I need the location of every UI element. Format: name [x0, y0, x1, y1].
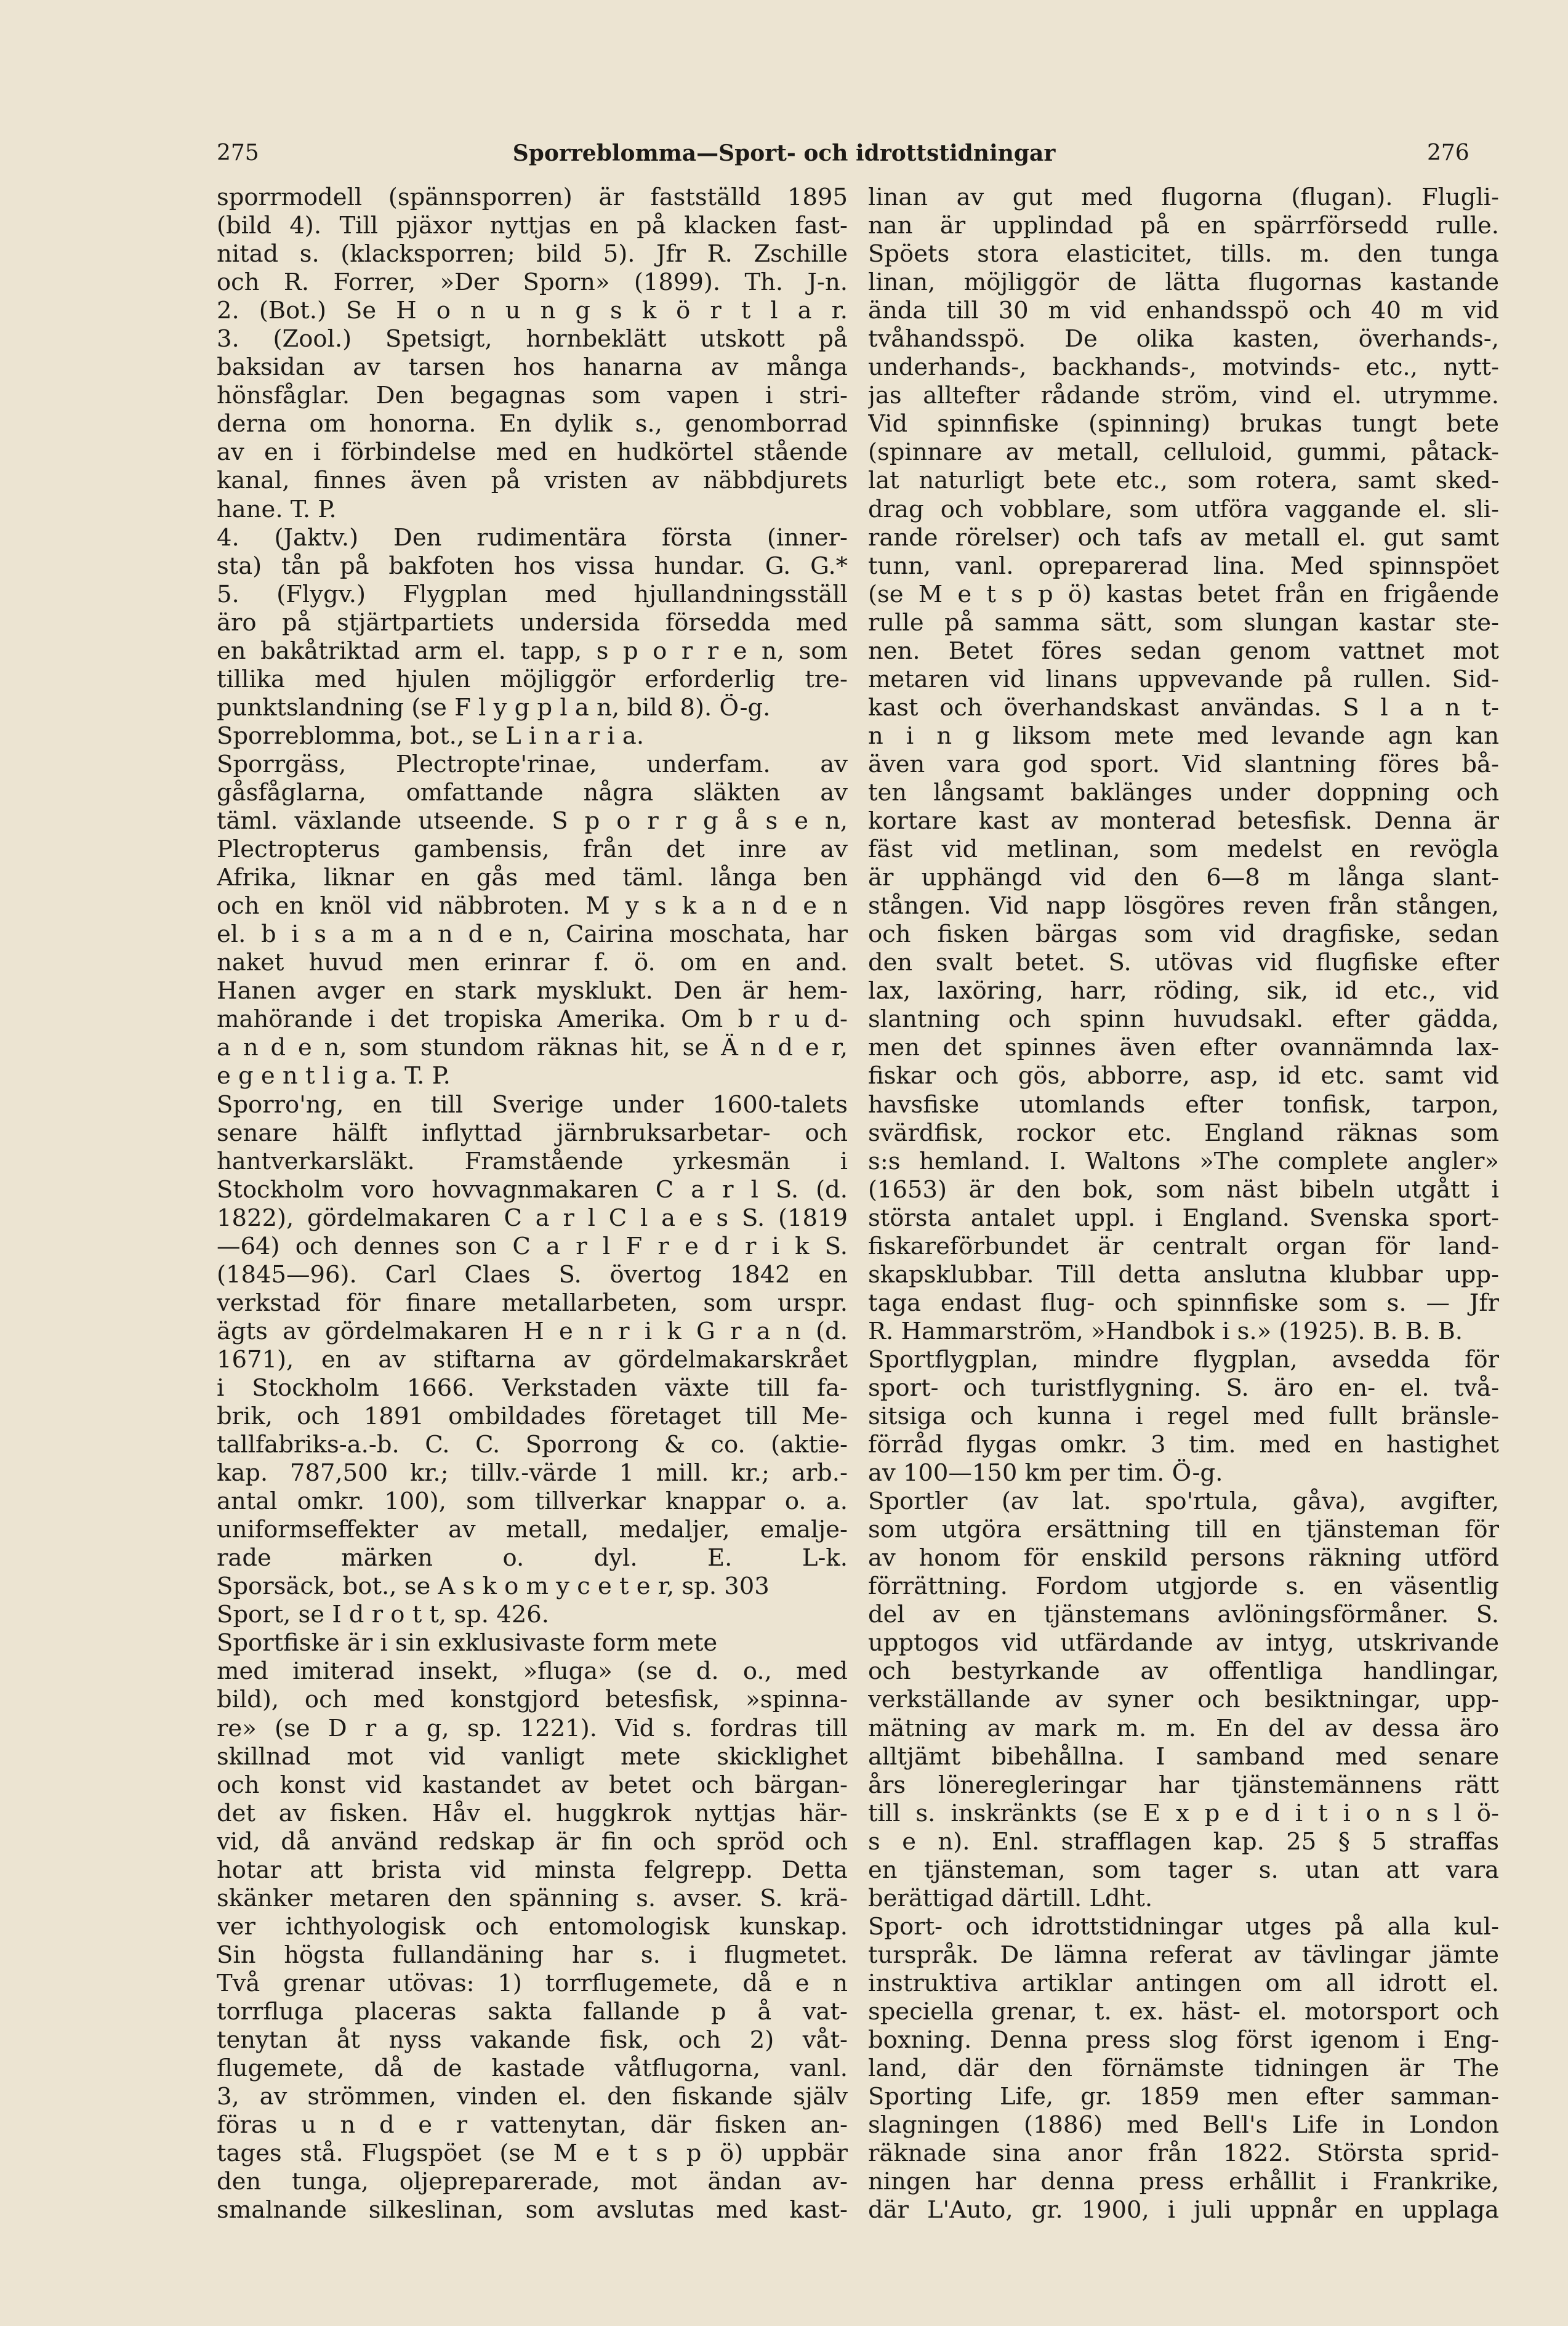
- text-line: 4. (Jaktv.) Den rudimentära första (inner-: [217, 523, 848, 552]
- text-line: stången. Vid napp lösgöres reven från stången,: [868, 892, 1499, 920]
- text-line: fäst vid metlinan, som medelst en revögla: [868, 835, 1499, 864]
- text-line: Sport- och idrottstidningar utges på alla kul-: [868, 1912, 1499, 1941]
- text-line: skänker metaren den spänning s. avser. S. krä-: [217, 1884, 848, 1912]
- text-line: kortare kast av monterad betesfisk. Denna är: [868, 807, 1499, 835]
- text-line: drag och vobblare, som utföra vaggande el. sli-: [868, 495, 1499, 523]
- text-line: ver ichthyologisk och entomologisk kunskap.: [217, 1912, 848, 1941]
- text-line: kap. 787,500 kr.; tillv.-värde 1 mill. kr.; arb.-: [217, 1459, 848, 1487]
- text-line: metaren vid linans uppvevande på rullen. Sid-: [868, 665, 1499, 693]
- text-line: 2. (Bot.) Se H o n u n g s k ö r t l a r.: [217, 297, 848, 325]
- text-line: nan är upplindad på en spärrförsedd rulle.: [868, 212, 1499, 240]
- text-line: slantning och spinn huvudsakl. efter gädda,: [868, 1005, 1499, 1034]
- text-line: 3. (Zool.) Spetsigt, hornbeklätt utskott på: [217, 325, 848, 353]
- text-line: antal omkr. 100), som tillverkar knappar o. a.: [217, 1487, 848, 1516]
- text-line: täml. växlande utseende. S p o r r g å s e n,: [217, 807, 848, 835]
- text-line: flugemete, då de kastade våtflugorna, vanl.: [217, 2054, 848, 2083]
- text-line: torrfluga placeras sakta fallande p å vat-: [217, 1998, 848, 2026]
- text-line: där L'Auto, gr. 1900, i juli uppnår en upplaga: [868, 2196, 1499, 2224]
- running-title: Sporreblomma—Sport- och idrottstidningar: [512, 140, 1056, 166]
- text-line: skillnad mot vid vanligt mete skicklighet: [217, 1742, 848, 1771]
- text-line: jas alltefter rådande ström, vind el. utrymme.: [868, 382, 1499, 410]
- text-line: förråd flygas omkr. 3 tim. med en hastighet: [868, 1431, 1499, 1459]
- text-line: mahörande i det tropiska Amerika. Om b r u d-: [217, 1005, 848, 1034]
- text-line: som utgöra ersättning till en tjänsteman för: [868, 1516, 1499, 1544]
- text-line: Hanen avger en stark mysklukt. Den är hem-: [217, 977, 848, 1005]
- text-line: i Stockholm 1666. Verkstaden växte till fa-: [217, 1374, 848, 1402]
- text-line: av honom för enskild persons räkning utförd: [868, 1544, 1499, 1572]
- text-line: den tunga, oljepreparerade, mot ändan av-: [217, 2168, 848, 2196]
- text-line: års löneregleringar har tjänstemännens rätt: [868, 1771, 1499, 1799]
- text-line: —64) och dennes son C a r l F r e d r i k S.: [217, 1232, 848, 1260]
- text-line: lax, laxöring, harr, röding, sik, id etc., vid: [868, 977, 1499, 1005]
- text-line: räknade sina anor från 1822. Största sprid-: [868, 2139, 1499, 2168]
- running-header: [0, 140, 1568, 177]
- text-line: underhands-, backhands-, motvinds- etc., nytt-: [868, 353, 1499, 382]
- text-line: Plectropterus gambensis, från det inre av: [217, 835, 848, 864]
- text-line: nitad s. (klacksporren; bild 5). Jfr R. Zschille: [217, 240, 848, 268]
- text-line: tunn, vanl. opreparerad lina. Med spinnspöet: [868, 552, 1499, 580]
- text-line: s:s hemland. I. Waltons »The complete angler»: [868, 1147, 1499, 1175]
- text-line: senare hälft inflyttad järnbruksarbetar- och: [217, 1119, 848, 1147]
- text-line: sport- och turistflygning. S. äro en- el. två-: [868, 1374, 1499, 1402]
- text-line: skapsklubbar. Till detta anslutna klubbar upp-: [868, 1260, 1499, 1289]
- right-page-number: 276: [1427, 140, 1469, 166]
- text-line: en bakåtriktad arm el. tapp, s p o r r e n, som: [217, 637, 848, 665]
- text-line: Sin högsta fullandäning har s. i flugmetet.: [217, 1941, 848, 1969]
- text-line: svärdfisk, rockor etc. England räknas som: [868, 1119, 1499, 1147]
- text-line: (1653) är den bok, som näst bibeln utgått i: [868, 1175, 1499, 1204]
- text-line: och en knöl vid näbbroten. M y s k a n d e n: [217, 892, 848, 920]
- text-line: (bild 4). Till pjäxor nyttjas en på klacken fast-: [217, 212, 848, 240]
- text-line: naket huvud men erinrar f. ö. om en and.: [217, 949, 848, 977]
- text-line: boxning. Denna press slog först igenom i Eng-: [868, 2026, 1499, 2054]
- text-line: en tjänsteman, som tager s. utan att vara: [868, 1856, 1499, 1884]
- text-line: sta) tån på bakfoten hos vissa hundar. G. G.*: [217, 552, 848, 580]
- text-line: sitsiga och kunna i regel med fullt bränsle-: [868, 1402, 1499, 1431]
- text-line: förrättning. Fordom utgjorde s. en väsentlig: [868, 1572, 1499, 1601]
- text-line: är upphängd vid den 6—8 m långa slant-: [868, 864, 1499, 892]
- text-line: Afrika, liknar en gås med täml. långa ben: [217, 864, 848, 892]
- text-line: och konst vid kastandet av betet och bärgan-: [217, 1771, 848, 1799]
- text-line: alltjämt bibehållna. I samband med senare: [868, 1742, 1499, 1771]
- text-line: R. Hammarström, »Handbok i s.» (1925). B. B. B.: [868, 1317, 1463, 1345]
- text-line: och fisken bärgas som vid dragfiske, sedan: [868, 920, 1499, 949]
- text-line: största antalet uppl. i England. Svenska sport-: [868, 1204, 1499, 1232]
- text-line: tages stå. Flugspöet (se M e t s p ö) uppbär: [217, 2139, 848, 2168]
- text-line: föras u n d e r vattenytan, där fisken an-: [217, 2111, 848, 2139]
- text-line: ägts av gördelmakaren H e n r i k G r a n (d.: [217, 1317, 848, 1345]
- text-line: rande rörelser) och tafs av metall el. gut samt: [868, 523, 1499, 552]
- text-line: Sporreblomma, bot., se L i n a r i a.: [217, 722, 645, 750]
- text-line: punktslandning (se F l y g p l a n, bild 8). Ö-g.: [217, 693, 771, 722]
- text-line: uniformseffekter av metall, medaljer, emalje-: [217, 1516, 848, 1544]
- text-line: smalnande silkeslinan, som avslutas med kast-: [217, 2196, 848, 2224]
- text-line: hönsfåglar. Den begagnas som vapen i stri-: [217, 382, 848, 410]
- text-line: Två grenar utövas: 1) torrflugemete, då e n: [217, 1969, 848, 1997]
- text-line: e g e n t l i g a. T. P.: [217, 1062, 451, 1090]
- text-line: instruktiva artiklar antingen om all idrott el.: [868, 1969, 1499, 1997]
- text-line: tvåhandsspö. De olika kasten, överhands-,: [868, 325, 1499, 353]
- text-line: Sportflygplan, mindre flygplan, avsedda för: [868, 1345, 1499, 1374]
- text-line: derna om honorna. En dylik s., genomborrad: [217, 410, 848, 438]
- text-line: det av fisken. Håv el. huggkrok nyttjas här-: [217, 1799, 848, 1827]
- text-line: Sportfiske är i sin exklusivaste form mete: [217, 1629, 718, 1657]
- right-text-column: [868, 183, 1499, 2224]
- text-line: bild), och med konstgjord betesfisk, »spinna-: [217, 1686, 848, 1714]
- text-line: kast och överhandskast användas. S l a n t-: [868, 693, 1499, 722]
- text-line: n i n g liksom mete med levande agn kan: [868, 722, 1499, 750]
- text-line: gåsfåglarna, omfattande några släkten av: [217, 778, 848, 807]
- text-line: slagningen (1886) med Bell's Life in London: [868, 2111, 1499, 2139]
- text-line: del av en tjänstemans avlöningsförmåner. S.: [868, 1601, 1499, 1629]
- text-line: hantverkarsläkt. Framstående yrkesmän i: [217, 1147, 848, 1175]
- left-text-column: [217, 183, 848, 2224]
- text-line: linan av gut med flugorna (flugan). Flugli-: [868, 183, 1499, 211]
- text-line: (se M e t s p ö) kastas betet från en frigående: [868, 580, 1499, 608]
- text-line: nen. Betet föres sedan genom vattnet mot: [868, 637, 1499, 665]
- text-line: turspråk. De lämna referat av tävlingar jämte: [868, 1941, 1499, 1969]
- text-line: ten långsamt baklänges under doppning och: [868, 778, 1499, 807]
- text-line: Vid spinnfiske (spinning) brukas tungt bete: [868, 410, 1499, 438]
- text-line: med imiterad insekt, »fluga» (se d. o., med: [217, 1657, 848, 1686]
- text-line: Spöets stora elasticitet, tills. m. den tunga: [868, 240, 1499, 268]
- text-line: re» (se D r a g, sp. 1221). Vid s. fordras till: [217, 1714, 848, 1742]
- text-line: verkstad för finare metallarbeten, som urspr.: [217, 1289, 848, 1317]
- text-line: kanal, finnes även på vristen av näbbdjurets: [217, 467, 848, 495]
- text-line: även vara god sport. Vid slantning föres bå-: [868, 750, 1499, 778]
- text-line: linan, möjliggör de lätta flugornas kastande: [868, 268, 1499, 297]
- text-line: sporrmodell (spännsporren) är fastställd 1895: [217, 183, 848, 211]
- text-line: och R. Forrer, »Der Sporn» (1899). Th. J-n.: [217, 268, 848, 297]
- text-line: el. b i s a m a n d e n, Cairina moschata, har: [217, 920, 848, 949]
- text-line: (spinnare av metall, celluloid, gummi, påtack-: [868, 438, 1499, 467]
- text-line: fiskareförbundet är centralt organ för land-: [868, 1232, 1499, 1260]
- text-line: berättigad därtill. Ldht.: [868, 1884, 1153, 1912]
- text-line: speciella grenar, t. ex. häst- el. motorsport och: [868, 1998, 1499, 2026]
- text-line: s e n). Enl. strafflagen kap. 25 § 5 straffas: [868, 1827, 1499, 1856]
- text-line: 5. (Flygv.) Flygplan med hjullandningsställ: [217, 580, 848, 608]
- text-line: Sporting Life, gr. 1859 men efter samman-: [868, 2083, 1499, 2111]
- text-line: tallfabriks-a.-b. C. C. Sporrong & co. (aktie-: [217, 1431, 848, 1459]
- text-line: ningen har denna press erhållit i Frankrike,: [868, 2168, 1499, 2196]
- text-line: tenytan åt nyss vakande fisk, och 2) våt-: [217, 2026, 848, 2054]
- text-line: taga endast flug- och spinnfiske som s. — Jfr: [868, 1289, 1499, 1317]
- text-line: men det spinnes även efter ovannämnda lax-: [868, 1034, 1499, 1062]
- text-line: rade märken o. dyl. E. L-k.: [217, 1544, 848, 1572]
- text-line: brik, och 1891 ombildades företaget till Me-: [217, 1402, 848, 1431]
- text-line: rulle på samma sätt, som slungan kastar ste-: [868, 608, 1499, 637]
- text-line: av en i förbindelse med en hudkörtel stående: [217, 438, 848, 467]
- text-line: tillika med hjulen möjliggör erforderlig tre-: [217, 665, 848, 693]
- text-line: a n d e n, som stundom räknas hit, se Ä n d e r,: [217, 1034, 848, 1062]
- text-line: Sporrgäss, Plectropte'rinae, underfam. av: [217, 750, 848, 778]
- text-line: äro på stjärtpartiets undersida försedda med: [217, 608, 848, 637]
- text-line: lat naturligt bete etc., som rotera, samt sked-: [868, 467, 1499, 495]
- text-line: Sportler (av lat. spo'rtula, gåva), avgifter,: [868, 1487, 1499, 1516]
- text-line: fiskar och gös, abborre, asp, id etc. samt vid: [868, 1062, 1499, 1090]
- text-line: mätning av mark m. m. En del av dessa äro: [868, 1714, 1499, 1742]
- left-page-number: 275: [217, 140, 259, 166]
- text-line: Sporro'ng, en till Sverige under 1600-talets: [217, 1090, 848, 1119]
- text-line: hane. T. P.: [217, 495, 337, 523]
- text-line: 1671), en av stiftarna av gördelmakarskrået: [217, 1345, 848, 1374]
- text-line: havsfiske utomlands efter tonfisk, tarpon,: [868, 1090, 1499, 1119]
- text-line: till s. inskränkts (se E x p e d i t i o n s l ö-: [868, 1799, 1499, 1827]
- text-line: Sport, se I d r o t t, sp. 426.: [217, 1601, 549, 1629]
- text-line: den svalt betet. S. utövas vid flugfiske efter: [868, 949, 1499, 977]
- text-line: ända till 30 m vid enhandsspö och 40 m vid: [868, 297, 1499, 325]
- text-line: (1845—96). Carl Claes S. övertog 1842 en: [217, 1260, 848, 1289]
- text-line: hotar att brista vid minsta felgrepp. Detta: [217, 1856, 848, 1884]
- text-line: Sporsäck, bot., se A s k o m y c e t e r, sp. 303: [217, 1572, 770, 1601]
- text-line: av 100—150 km per tim. Ö-g.: [868, 1459, 1223, 1487]
- text-line: 3, av strömmen, vinden el. den fiskande själv: [217, 2083, 848, 2111]
- text-line: upptogos vid utfärdande av intyg, utskrivande: [868, 1629, 1499, 1657]
- text-line: verkställande av syner och besiktningar, upp-: [868, 1686, 1499, 1714]
- text-line: vid, då använd redskap är fin och spröd och: [217, 1827, 848, 1856]
- text-line: Stockholm voro hovvagnmakaren C a r l S. (d.: [217, 1175, 848, 1204]
- text-line: land, där den förnämste tidningen är The: [868, 2054, 1499, 2083]
- text-line: baksidan av tarsen hos hanarna av många: [217, 353, 848, 382]
- text-line: och bestyrkande av offentliga handlingar,: [868, 1657, 1499, 1686]
- text-line: 1822), gördelmakaren C a r l C l a e s S. (1819: [217, 1204, 848, 1232]
